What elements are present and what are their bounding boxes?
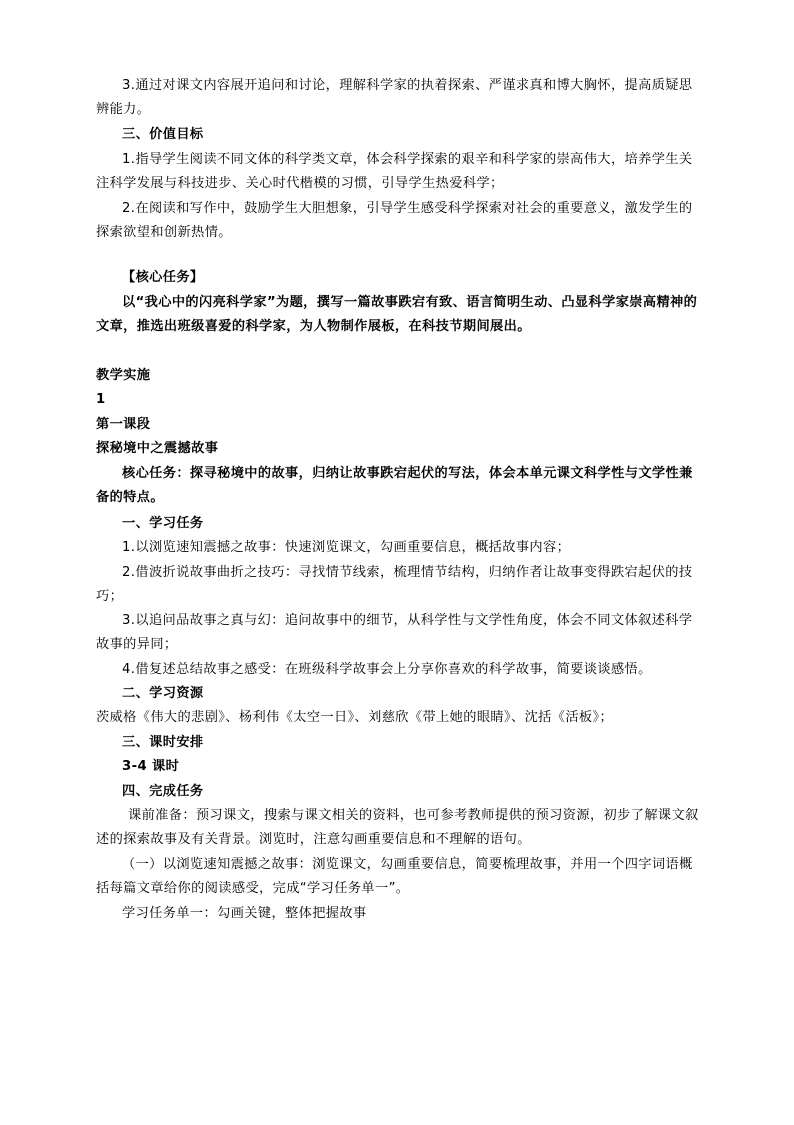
paragraph-lesson-core-task: 核心任务：探寻秘境中的故事，归纳让故事跌宕起伏的写法，体会本单元课文科学性与文学性兼备的特点。 — [96, 466, 693, 505]
heading-lesson-title: 探秘境中之震撼故事 — [96, 441, 219, 456]
heading-first-lesson: 第一课段 — [96, 417, 151, 432]
paragraph-value-1: 1.指导学生阅读不同文体的科学类文章，体会科学探索的艰辛和科学家的崇高伟大，培养学生关注科学发展与科技进步、关心时代楷模的习惯，引导学生热爱科学； — [96, 152, 693, 191]
paragraph-value-2: 2.在阅读和写作中，鼓励学生大胆想象，引导学生感受科学探索对社会的重要意义，激发学生的探索欲望和创新热情。 — [96, 201, 693, 240]
paragraph-core-task: 以“我心中的闪亮科学家”为题，撰写一篇故事跌宕有致、语言简明生动、凸显科学家崇高精神的文章，推选出班级喜爱的科学家，为人物制作展板，在科技节期间展出。 — [96, 295, 698, 334]
paragraph-step-1: （一）以浏览速知震撼之故事：浏览课文，勾画重要信息，简要梳理故事，并用一个四字词语概括每篇文章给你的阅读感受，完成“学习任务单一”。 — [96, 857, 693, 896]
schedule-hours: 3-4 课时 — [122, 759, 180, 774]
heading-teaching-implementation: 教学实施 — [96, 368, 151, 383]
heading-value-goals: 三、价值目标 — [122, 127, 204, 142]
paragraph-goal-3: 3.通过对课文内容展开追问和讨论，理解科学家的执着探索、严谨求真和博大胸怀，提高质疑思辨能力。 — [96, 78, 693, 117]
heading-core-task: 【核心任务】 — [122, 270, 204, 285]
heading-learning-resources: 二、学习资源 — [122, 686, 204, 701]
heading-complete-tasks: 四、完成任务 — [122, 784, 204, 799]
worksheet-title: 学习任务单一：勾画关键，整体把握故事 — [122, 906, 367, 921]
heading-section-number: 1 — [96, 392, 106, 407]
task-item-1: 1.以浏览速知震撼之故事：快速浏览课文，勾画重要信息，概括故事内容； — [122, 540, 571, 555]
task-item-2: 2.借波折说故事曲折之技巧：寻找情节线索，梳理情节结构，归纳作者让故事变得跌宕起伏的技巧； — [96, 565, 693, 604]
heading-schedule: 三、课时安排 — [122, 735, 204, 750]
task-item-3: 3.以追问品故事之真与幻：追问故事中的细节，从科学性与文学性角度，体会不同文体叙述科学故事的异同； — [96, 613, 693, 652]
paragraph-preparation: 课前准备：预习课文，搜索与课文相关的资料，也可参考教师提供的预习资源，初步了解课文叙述的探索故事及有关背景。浏览时，注意勾画重要信息和不理解的语句。 — [96, 808, 699, 847]
task-item-4: 4.借复述总结故事之感受：在班级科学故事会上分享你喜欢的科学故事，简要谈谈感悟。 — [122, 662, 652, 677]
resources-list: 茨威格《伟大的悲剧》、杨利伟《太空一日》、刘慈欣《带上她的眼睛》、沈括《活板》； — [96, 710, 614, 725]
heading-learning-tasks: 一、学习任务 — [122, 516, 204, 531]
